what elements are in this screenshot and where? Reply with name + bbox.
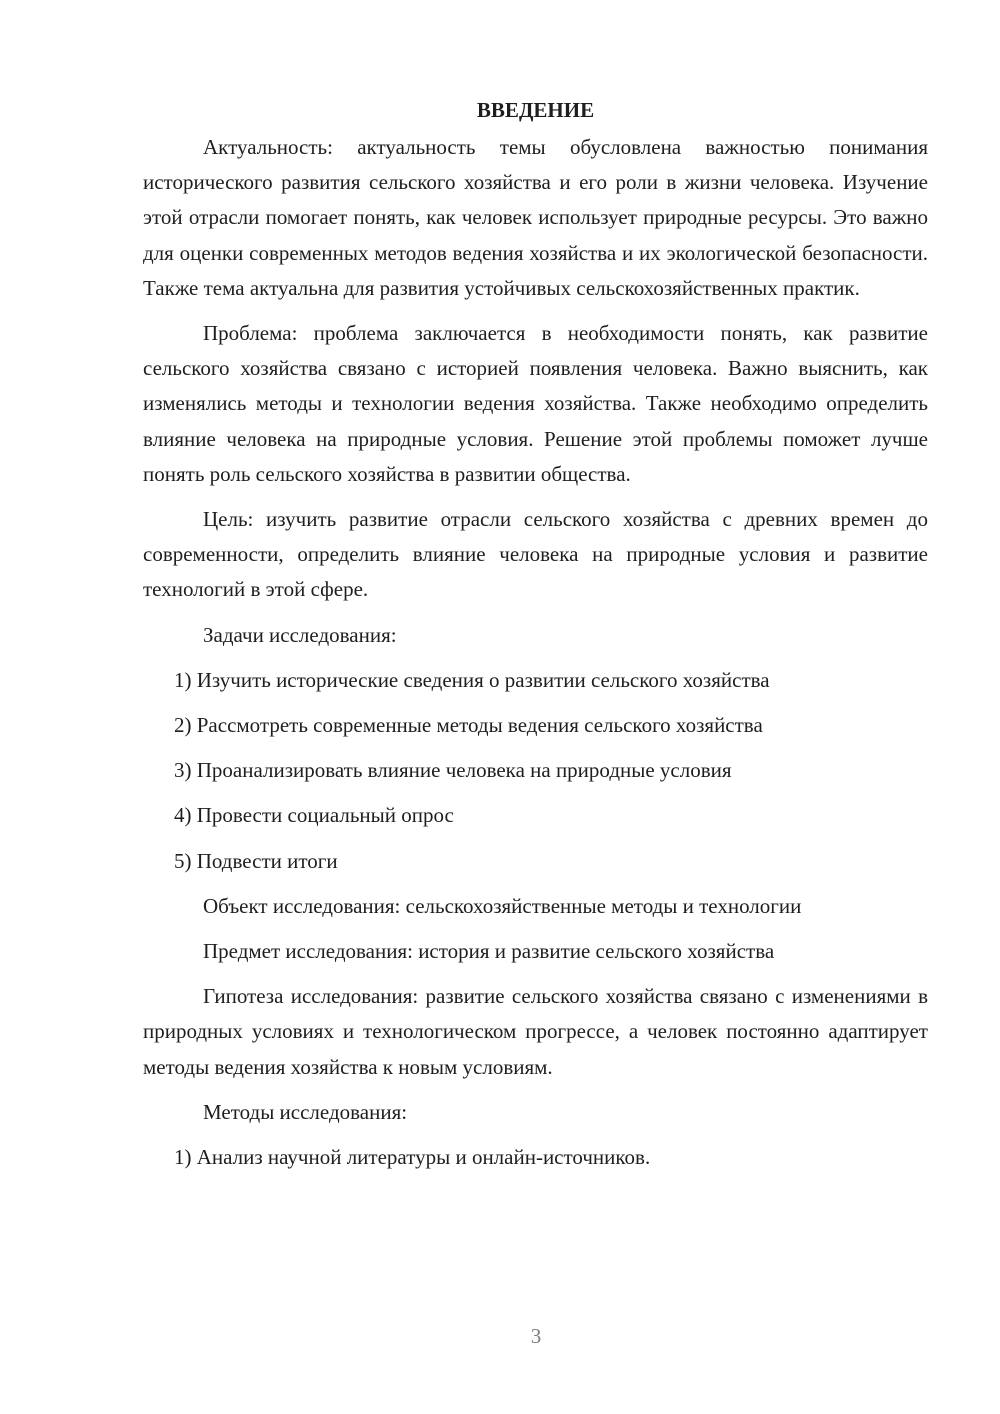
task-item: 3) Проанализировать влияние человека на природные условия xyxy=(174,758,732,783)
problem-paragraph: Проблема: проблема заключается в необходимости понять, как развитие сельского хозяйства связано с историей появления человека. Важно выяснить, как изменялись методы и технологии ведения хозяйства. Также необходимо определить влияние человека на природные условия. Решение этой проблемы поможет лучше понять роль сельского хозяйства в развитии общества. xyxy=(143,321,928,486)
page-number: 3 xyxy=(530,1324,542,1348)
document-page xyxy=(143,92,928,1185)
relevance-paragraph: Актуальность: актуальность темы обусловлена важностью понимания исторического развития сельского хозяйства и его роли в жизни человека. Изучение этой отрасли помогает понять, как человек использует природные ресурсы. Это важно для оценки современных методов ведения хозяйства и их экологической безопасности. Также тема актуальна для развития устойчивых сельскохозяйственных практик. xyxy=(143,135,928,300)
tasks-heading: Задачи исследования: xyxy=(203,622,397,647)
research-object: Объект исследования: сельскохозяйственные методы и технологии xyxy=(203,893,802,918)
task-item: 1) Изучить исторические сведения о развитии сельского хозяйства xyxy=(174,667,770,692)
section-title: ВВЕДЕНИЕ xyxy=(476,98,595,122)
task-item: 5) Подвести итоги xyxy=(174,848,338,873)
method-item: 1) Анализ научной литературы и онлайн-источников. xyxy=(174,1145,651,1170)
task-item: 2) Рассмотреть современные методы ведения сельского хозяйства xyxy=(174,713,763,738)
hypothesis-paragraph: Гипотеза исследования: развитие сельского хозяйства связано с изменениями в природных условиях и технологическом прогрессе, а человек постоянно адаптирует методы ведения хозяйства к новым условиям. xyxy=(143,984,928,1079)
task-item: 4) Провести социальный опрос xyxy=(174,803,454,828)
goal-paragraph: Цель: изучить развитие отрасли сельского хозяйства с древних времен до современности, определить влияние человека на природные условия и развитие технологий в этой сфере. xyxy=(143,507,928,602)
methods-heading: Методы исследования: xyxy=(203,1099,408,1124)
research-subject: Предмет исследования: история и развитие сельского хозяйства xyxy=(203,939,775,964)
